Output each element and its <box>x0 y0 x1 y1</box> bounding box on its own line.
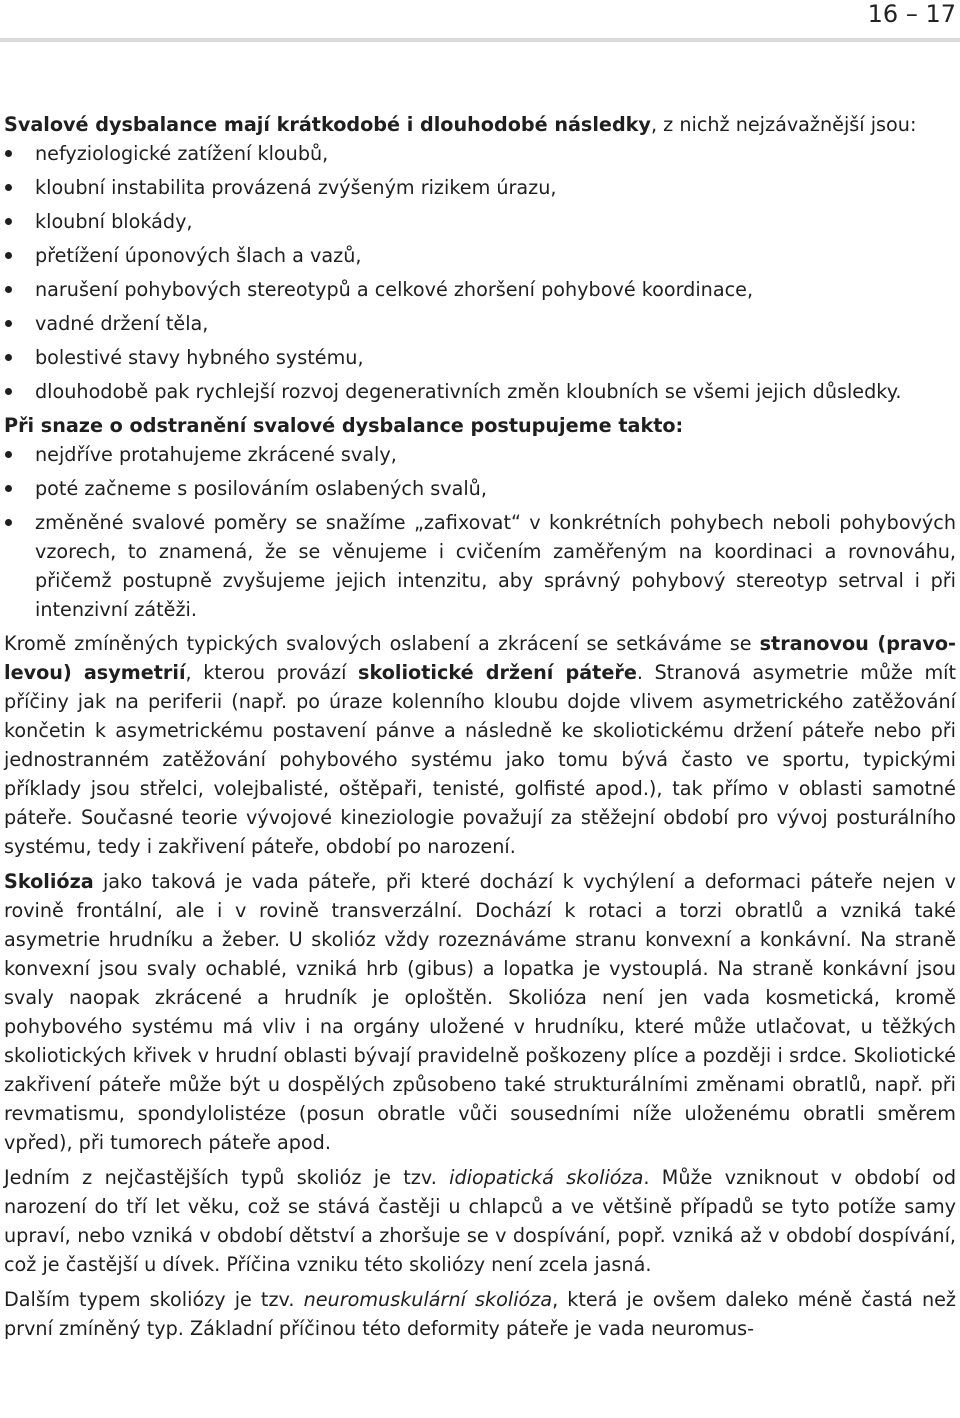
procedure-item: změněné svalové poměry se snažíme „zafixovat“ v konkrétních pohybech neboli pohybových vzorech, to znamená, že se věnujeme i cvičením zaměřeným na koordinaci a rovnováhu, přičemž postupně zvyšujeme jejich intenzitu, aby správný pohybový stereotyp setrval i při intenzivní zátěži. <box>4 508 956 624</box>
consequences-intro-bold: Svalové dysbalance mají krátkodobé i dlouhodobé následky <box>4 113 651 136</box>
asymmetry-text-2: , kterou provází <box>185 661 359 684</box>
consequence-item: dlouhodobě pak rychlejší rozvoj degenerativních změn kloubních se všemi jejich důsledky. <box>4 377 956 406</box>
idiopathic-term: idiopatická skolióza <box>449 1166 644 1189</box>
header-rule <box>0 38 960 42</box>
consequences-list <box>4 139 956 406</box>
asymmetry-paragraph <box>4 629 956 861</box>
consequence-item: vadné držení těla, <box>4 309 956 338</box>
asymmetry-bold-1: stranovou (pravo-levou) asymetrií <box>4 632 956 684</box>
asymmetry-bold-2: skoliotické držení páteře <box>358 661 637 684</box>
procedure-heading <box>4 411 956 440</box>
idiopathic-text-2: . Může vzniknout v období od narození do tří let věku, což se stává častěji u chlapců a ve většině případů se tyto potíže samy upraví, nebo vzniká v období dětství a zhoršuje se v dospívání, popř. vzniká až v období dospívání, což je častější u dívek. Příčina vzniku této skoliózy není zcela jasná. <box>4 1166 956 1276</box>
consequences-intro <box>4 110 956 139</box>
neuromuscular-text-2: , která je ovšem daleko méně častá než první zmíněný typ. Základní příčinou této deformity páteře je vada neuromus- <box>4 1288 956 1340</box>
procedure-item: poté začneme s posilováním oslabených svalů, <box>4 474 956 503</box>
scoliosis-paragraph <box>4 867 956 1157</box>
consequences-intro-rest: , z nichž nejzávažnější jsou: <box>650 113 917 136</box>
consequence-item: kloubní instabilita provázená zvýšeným rizikem úrazu, <box>4 173 956 202</box>
consequence-item: přetížení úponových šlach a vazů, <box>4 241 956 270</box>
asymmetry-text-1: Kromě zmíněných typických svalových oslabení a zkrácení se setkáváme se <box>4 632 760 655</box>
consequence-item: narušení pohybových stereotypů a celkové zhoršení pohybové koordinace, <box>4 275 956 304</box>
neuromuscular-text-1: Dalším typem skoliózy je tzv. <box>4 1288 304 1311</box>
consequence-item: nefyziologické zatížení kloubů, <box>4 139 956 168</box>
scoliosis-term: Skolióza <box>4 870 94 893</box>
procedure-list <box>4 440 956 624</box>
idiopathic-paragraph <box>4 1163 956 1279</box>
neuromuscular-term: neuromuskulární skolióza <box>303 1288 553 1311</box>
page-number: 16 – 17 <box>867 0 956 28</box>
consequence-item: kloubní blokády, <box>4 207 956 236</box>
scoliosis-text: jako taková je vada páteře, při které dochází k vychýlení a deformaci páteře nejen v rovině frontální, ale i v rovině transverzální. Dochází k rotaci a torzi obratlů a vzniká také asymetrie hrudníku a žeber. U skolióz vždy rozeznáváme stranu konvexní a konkávní. Na straně konvexní jsou svaly ochablé, vzniká hrb (gibus) a lopatka je vystouplá. Na straně konkávní jsou svaly naopak zkrácené a hrudník je oploštěn. Skolióza není jen vada kosmetická, kromě pohybového systému má vliv i na orgány uložené v hrudníku, které může utlačovat, u těžkých skoliotických křivek v hrudní oblasti bývají pravidelně poškozeny plíce a později i srdce. Skoliotické zakřivení páteře může být u dospělých způsobeno také strukturálními změnami obratlů, např. při revmatismu, spondylolistéze (posun obratle vůči sousedními níže uloženému obratli směrem vpřed), při tumorech páteře apod. <box>4 870 956 1154</box>
idiopathic-text-1: Jedním z nejčastějších typů skolióz je tzv. <box>4 1166 450 1189</box>
page-content <box>4 110 956 1349</box>
procedure-heading-bold: Při snaze o odstranění svalové dysbalance postupujeme takto: <box>4 414 684 437</box>
neuromuscular-paragraph <box>4 1285 956 1343</box>
consequence-item: bolestivé stavy hybného systému, <box>4 343 956 372</box>
procedure-item: nejdříve protahujeme zkrácené svaly, <box>4 440 956 469</box>
asymmetry-text-3: . Stranová asymetrie může mít příčiny jak na periferii (např. po úraze kolenního kloubu dojde vlivem asymetrického zatěžování končetin k asymetrickému postavení pánve a následně ke skoliotickému držení páteře nebo při jednostranném zatěžování pohybového systému jako tomu bývá často ve sportu, typickými příklady jsou střelci, volejbalisté, oštěpaři, tenisté, golfisté apod.), tak přímo v oblasti samotné páteře. Současné teorie vývojové kineziologie považují za stěžejní období pro vývoj posturálního systému, tedy i zakřivení páteře, období po narození. <box>4 661 956 858</box>
